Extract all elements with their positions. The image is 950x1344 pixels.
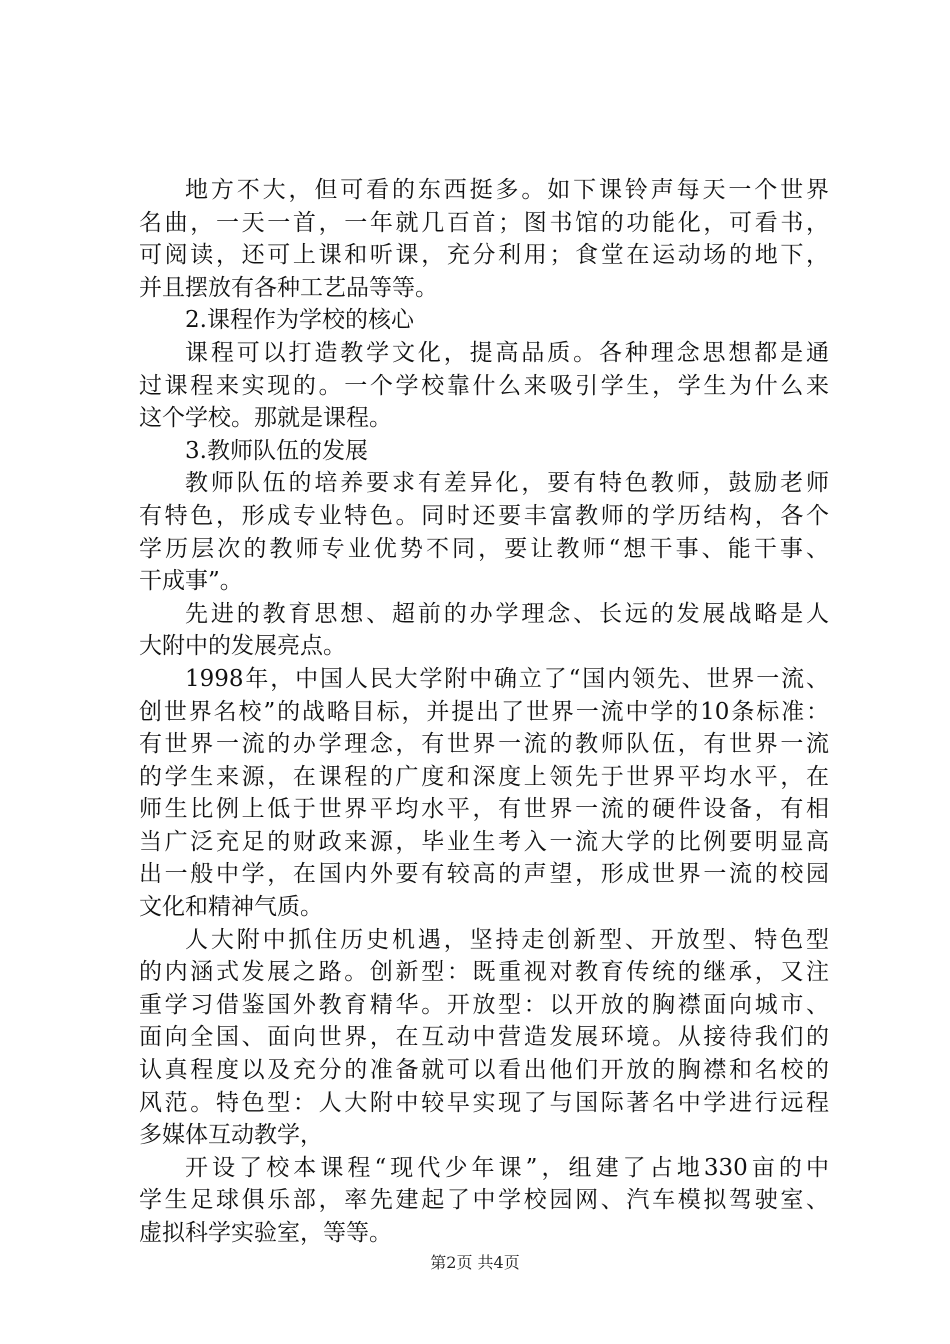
paragraph-line: 1998年，中国人民大学附中确立了“国内领先、世界一流、 (185, 665, 829, 692)
paragraph-line: 过课程来实现的。一个学校靠什么来吸引学生，学生为什么来 (139, 372, 829, 399)
section-heading: 3.教师队伍的发展 (185, 437, 368, 464)
page-number-footer: 第2页 共4页 (430, 1253, 520, 1272)
paragraph-line: 大附中的发展亮点。 (139, 633, 346, 660)
paragraph-line: 虚拟科学实验室，等等。 (139, 1220, 392, 1246)
paragraph-line: 有特色，形成专业特色。同时还要丰富教师的学历结构，各个 (139, 502, 829, 529)
paragraph-line: 师生比例上低于世界平均水平，有世界一流的硬件设备，有相 (139, 796, 829, 823)
paragraph-line: 名曲，一天一首，一年就几百首；图书馆的功能化，可看书， (139, 209, 829, 236)
paragraph-line: 的内涵式发展之路。创新型：既重视对教育传统的继承，又注 (139, 959, 829, 986)
section-heading: 2.课程作为学校的核心 (185, 307, 414, 334)
paragraph-line: 开设了校本课程“现代少年课”，组建了占地330亩的中 (185, 1154, 829, 1181)
paragraph-line: 当广泛充足的财政来源，毕业生考入一流大学的比例要明显高 (139, 828, 829, 855)
paragraph-line: 文化和精神气质。 (139, 894, 323, 921)
paragraph-line: 面向全国、面向世界，在互动中营造发展环境。从接待我们的 (139, 1024, 829, 1051)
paragraph-line: 风范。特色型：人大附中较早实现了与国际著名中学进行远程 (139, 1089, 829, 1116)
paragraph-line: 学历层次的教师专业优势不同，要让教师“想干事、能干事、 (139, 535, 829, 562)
paragraph-line: 课程可以打造教学文化，提高品质。各种理念思想都是通 (185, 339, 829, 366)
paragraph-line: 人大附中抓住历史机遇，坚持走创新型、开放型、特色型 (185, 926, 829, 953)
paragraph-line: 创世界名校”的战略目标，并提出了世界一流中学的10条标准： (139, 698, 829, 725)
paragraph-line: 这个学校。那就是课程。 (139, 405, 392, 432)
document-body (139, 174, 829, 1250)
paragraph-line: 并且摆放有各种工艺品等等。 (139, 274, 438, 301)
paragraph-line: 学生足球俱乐部，率先建起了中学校园网、汽车模拟驾驶室、 (139, 1187, 829, 1214)
paragraph-line: 的学生来源，在课程的广度和深度上领先于世界平均水平，在 (139, 763, 829, 790)
paragraph-line: 可阅读，还可上课和听课，充分利用；食堂在运动场的地下， (139, 242, 829, 269)
paragraph-line: 出一般中学，在国内外要有较高的声望，形成世界一流的校园 (139, 861, 829, 888)
paragraph-line: 教师队伍的培养要求有差异化，要有特色教师，鼓励老师 (185, 470, 829, 497)
paragraph-line: 重学习借鉴国外教育精华。开放型：以开放的胸襟面向城市、 (139, 991, 829, 1018)
paragraph-line: 地方不大，但可看的东西挺多。如下课铃声每天一个世界 (185, 177, 829, 203)
paragraph-line: 干成事”。 (139, 568, 243, 595)
paragraph-line: 先进的教育思想、超前的办学理念、长远的发展战略是人 (185, 600, 829, 627)
paragraph-line: 认真程度以及充分的准备就可以看出他们开放的胸襟和名校的 (139, 1057, 829, 1084)
paragraph-line: 多媒体互动教学， (139, 1122, 323, 1149)
paragraph-line: 有世界一流的办学理念，有世界一流的教师队伍，有世界一流 (139, 731, 829, 758)
